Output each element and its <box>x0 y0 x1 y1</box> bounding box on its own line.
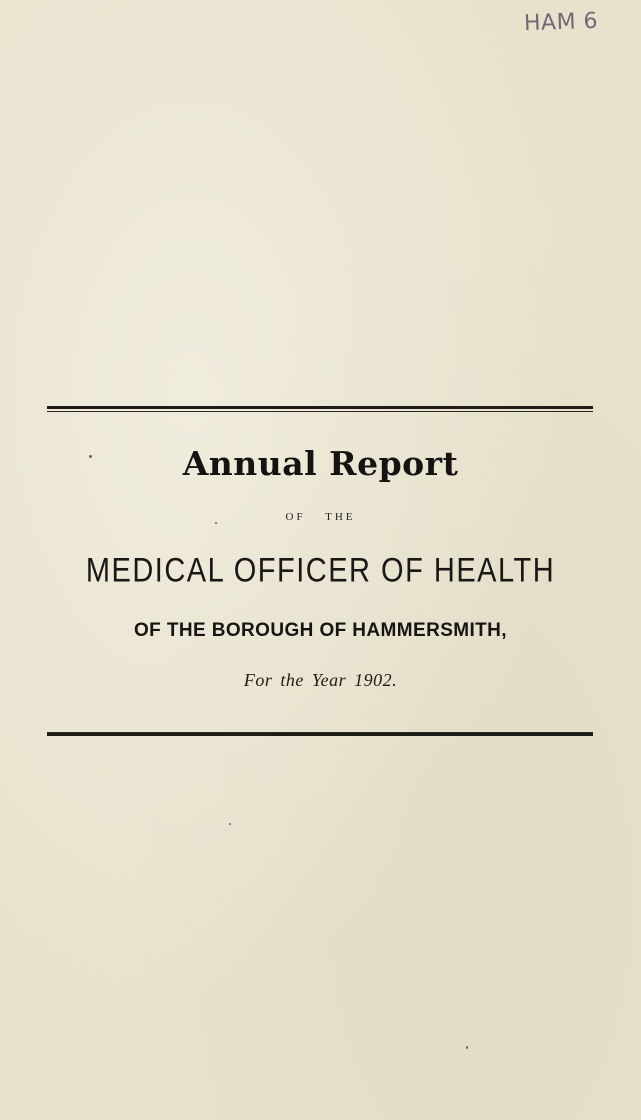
top-rule-thick <box>47 406 593 409</box>
paper-speck <box>229 823 231 825</box>
top-rule-thin <box>47 411 593 412</box>
top-double-rule <box>47 406 593 412</box>
paper-speck <box>466 1046 468 1049</box>
handwritten-catalogue-mark: HAM 6 <box>523 8 599 37</box>
borough-heading: OF THE BOROUGH OF HAMMERSMITH, <box>134 620 507 641</box>
year-line: For the Year 1902. <box>243 670 398 690</box>
paper-speck <box>89 455 92 458</box>
paper-speck <box>215 522 217 524</box>
of-the-line: OF THE <box>285 511 356 523</box>
officer-heading: MEDICAL OFFICER OF HEALTH <box>85 552 556 590</box>
bottom-double-rule <box>47 730 593 736</box>
bottom-rule-thick <box>47 733 593 736</box>
report-title: Annual Report <box>182 444 459 483</box>
